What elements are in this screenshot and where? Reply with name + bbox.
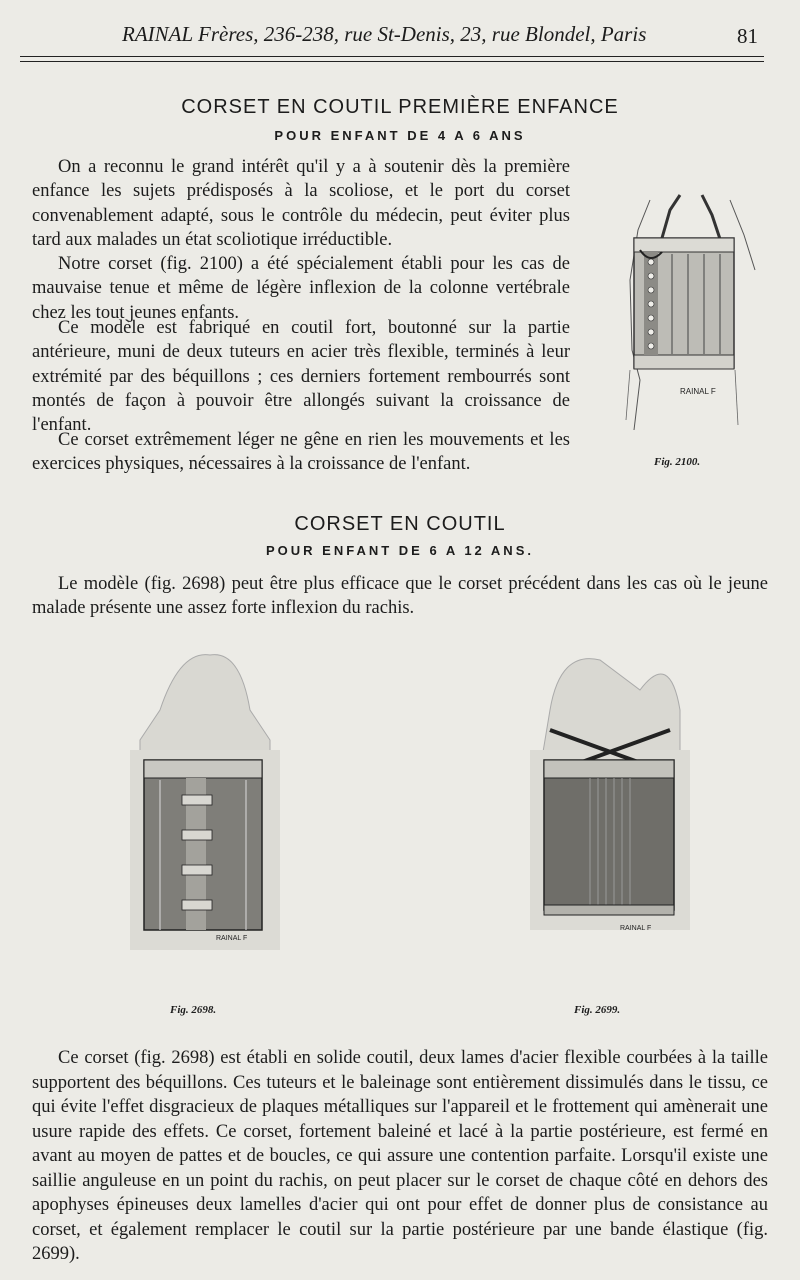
paragraph: Ce corset (fig. 2698) est établi en solide coutil, deux lames d'acier flexible courbées à la taille supportent des béquillons. Ces tuteurs et le baleinage sont entièrement dissimulés dans le tissu, ce qui évite l'effet disgracieux de plaques métalliques sur l'appareil et le frottement qui amènerait une usure rapide des effets. Ce corset, fortement baleiné et lacé à la partie postérieure, est fermé en avant au moyen de pattes et de boucles, ce qui assure une contention parfaite. Lorsqu'il existe une saillie anguleuse en un point du rachis, on peut placer sur le corset de chaque côté en dehors des apophyses épineuses deux lamelles d'acier qui ont pour effet de donner plus de consistance au corset, et également remplacer le coutil sur la partie postérieure par une bande élastique (fig. 2699). [32, 1048, 768, 1264]
paragraph: On a reconnu le grand intérêt qu'il y a à soutenir dès la première enfance les sujets prédisposés à la scoliose, et le port du corset convenablement adapté, sous le contrôle du médecin, peut éviter plus tard aux malades un état scoliotique irréductible. [32, 157, 570, 250]
header-rule [20, 56, 764, 57]
maker-stamp: RAINAL F [216, 935, 248, 942]
section-title: CORSET EN COUTIL [294, 513, 506, 535]
corset-illustration-fig-2698 [120, 650, 300, 970]
paragraph: Ce modèle est fabriqué en coutil fort, boutonné sur la partie antérieure, muni de deux tuteurs en acier très flexible, terminés à leur extrémité par des béquillons ; ces derniers fortement rembourrés sont montés de façon à pouvoir être allongés suivant la croissance de l'enfant. [32, 318, 570, 436]
header-rule [20, 61, 764, 62]
maker-stamp: RAINAL F [680, 387, 716, 396]
section-title: CORSET EN COUTIL PREMIÈRE ENFANCE [181, 96, 619, 118]
figure-caption: Fig. 2100. [654, 456, 701, 468]
corset-illustration-fig-2699 [520, 650, 700, 950]
corset-illustration-fig-2100 [610, 190, 770, 440]
section-subtitle: POUR ENFANT DE 4 A 6 ANS [274, 128, 526, 143]
page-number: 81 [737, 24, 758, 48]
figure-caption: Fig. 2699. [574, 1004, 621, 1016]
paragraph: Notre corset (fig. 2100) a été spécialement établi pour les cas de mauvaise tenue et même de légère inflexion de la colonne vertébrale chez les tout jeunes enfants. [32, 254, 570, 323]
paragraph: Le modèle (fig. 2698) peut être plus efficace que le corset précédent dans les cas où le jeune malade présente une assez forte inflexion du rachis. [32, 574, 768, 619]
paragraph: Ce corset extrêmement léger ne gêne en rien les mouvements et les exercices physiques, nécessaires à la croissance de l'enfant. [32, 430, 570, 475]
section-subtitle: POUR ENFANT DE 6 A 12 ANS. [266, 543, 534, 558]
figure-caption: Fig. 2698. [170, 1004, 217, 1016]
maker-stamp: RAINAL F [620, 925, 652, 932]
running-head: RAINAL Frères, 236-238, rue St-Denis, 23, rue Blondel, Paris [122, 22, 647, 46]
